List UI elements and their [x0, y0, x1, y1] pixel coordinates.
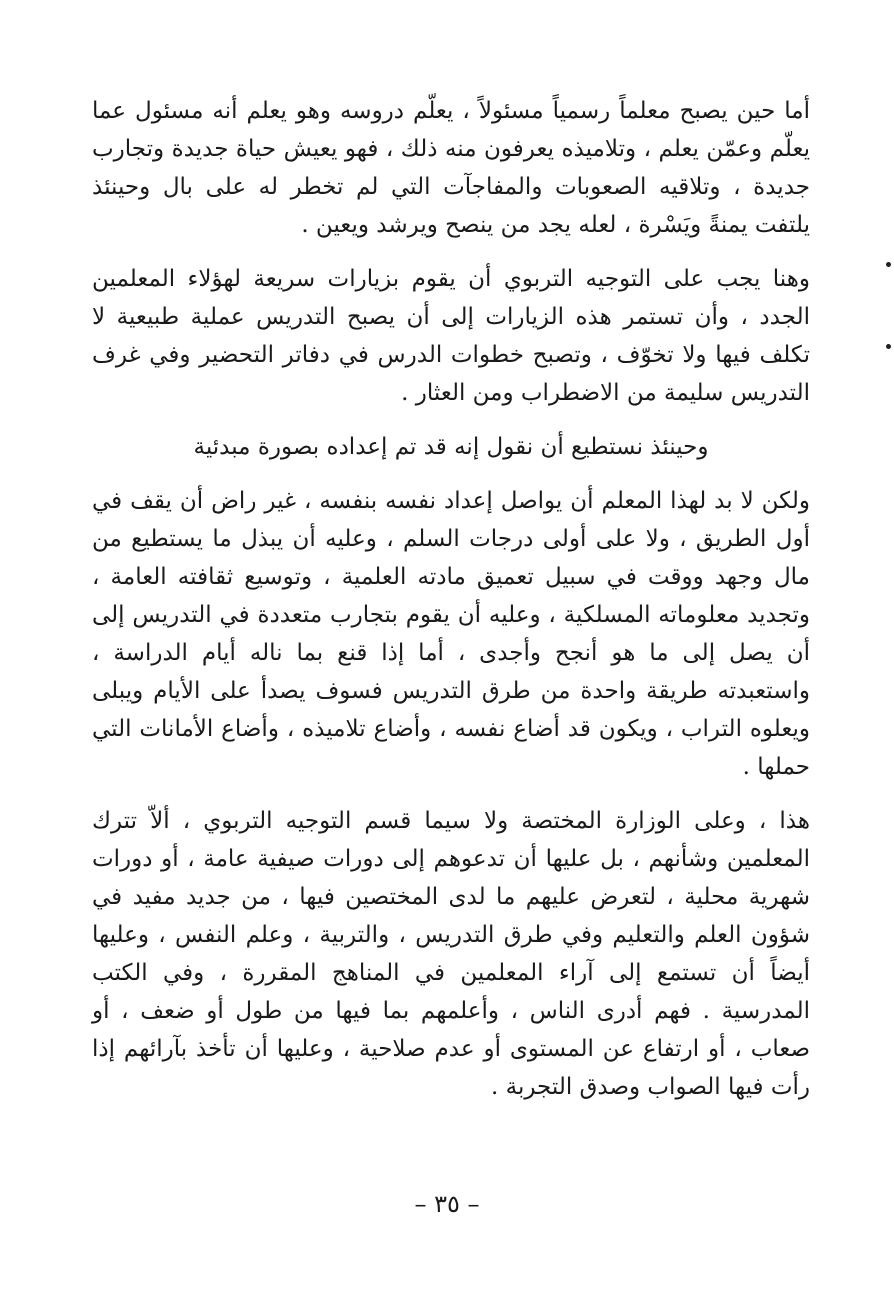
- paragraph-3-centered: وحينئذ نستطيع أن نقول إنه قد تم إعداده بصورة مبدئية: [193, 434, 709, 460]
- margin-mark-lower: [886, 344, 891, 349]
- margin-mark-upper: [886, 262, 891, 267]
- paragraph-5: هذا ، وعلى الوزارة المختصة ولا سيما قسم التوجيه التربوي ، ألاّ تترك المعلمين وشأنهم ، بل عليها أن تدعوهم إلى دورات صيفية عامة ، أو دورات شهرية محلية ، لتعرض عليهم ما لدى المختصين فيها ، من جديد مفيد في شؤون العلم والتعليم وفي طرق التدريس ، والتربية ، وعلم النفس ، وعليها أيضاً أن تستمع إلى آراء المعلمين في المناهج المقررة ، وفي الكتب المدرسية . فهم أدرى الناس ، وأعلمهم بما فيها من طول أو ضعف ، أو صعاب ، أو ارتفاع عن المستوى أو عدم صلاحية ، وعليها أن تأخذ بآرائهم إذا رأت فيها الصواب وصدق التجربة .: [92, 808, 810, 1100]
- paragraph-4: ولكن لا بد لهذا المعلم أن يواصل إعداد نفسه بنفسه ، غير راض أن يقف في أول الطريق ، ولا على أولى درجات السلم ، وعليه أن يبذل ما يستطيع من مال وجهد ووقت في سبيل تعميق مادته العلمية ، وتوسيع ثقافته العامة ، وتجديد معلوماته المسلكية ، وعليه أن يقوم بتجارب متعددة في التدريس إلى أن يصل إلى ما هو أنجح وأجدى ، أما إذا قنع بما ناله أيام الدراسة ، واستعبدته طريقة واحدة من طرق التدريس فسوف يصدأ على الأيام ويبلى ويعلوه التراب ، ويكون قد أضاع نفسه ، وأضاع تلاميذه ، وأضاع الأمانات التي حملها .: [92, 488, 810, 780]
- page-number: – ٣٥ –: [414, 1190, 480, 1218]
- paragraph-2: وهنا يجب على التوجيه التربوي أن يقوم بزيارات سريعة لهؤلاء المعلمين الجدد ، وأن تستمر هذه الزيارات إلى أن يصبح التدريس عملية طبيعية لا تكلف فيها ولا تخوّف ، وتصبح خطوات الدرس في دفاتر التحضير وفي غرف التدريس سليمة من الاضطراب ومن العثار .: [92, 266, 810, 406]
- page-body: [92, 92, 810, 1106]
- paragraph-1: أما حين يصبح معلماً رسمياً مسئولاً ، يعلّم دروسه وهو يعلم أنه مسئول عما يعلّم وعمّن يعلم ، وتلاميذه يعرفون منه ذلك ، فهو يعيش حياة جديدة وتجارب جديدة ، وتلاقيه الصعوبات والمفاجآت التي لم تخطر له على بال وحينئذ يلتفت يمنةً ويَسْرة ، لعله يجد من ينصح ويرشد ويعين .: [92, 98, 810, 238]
